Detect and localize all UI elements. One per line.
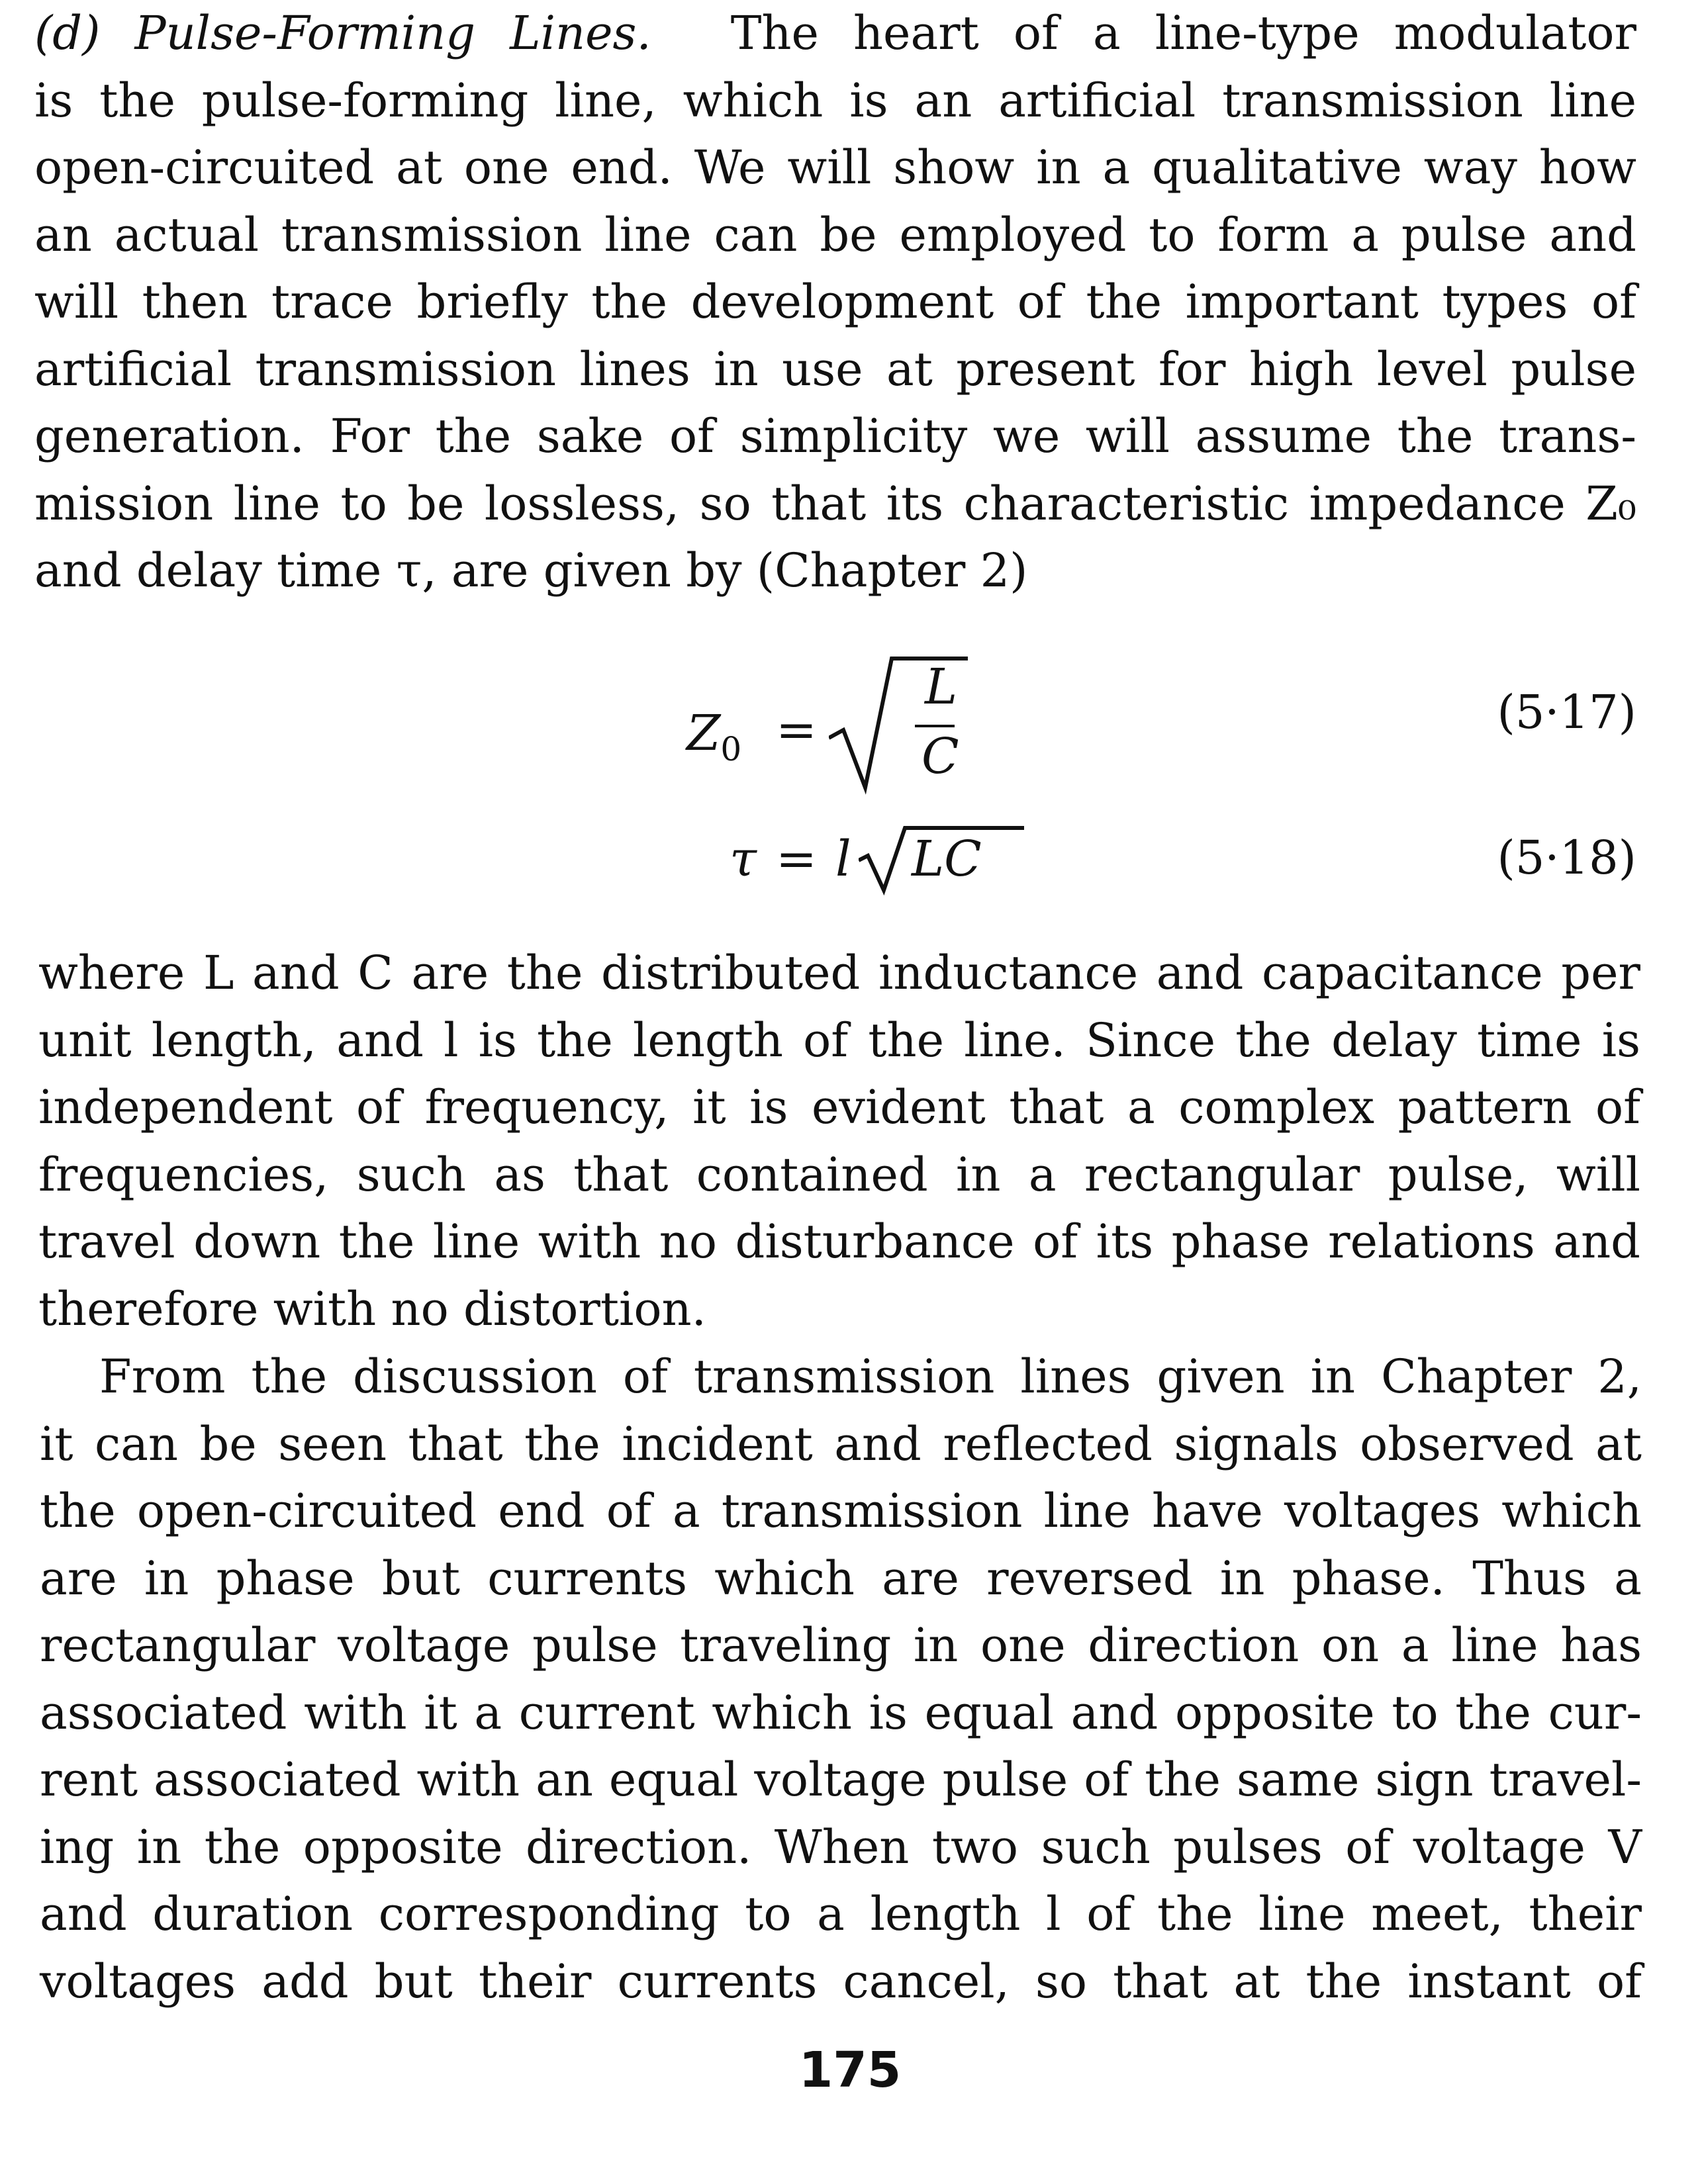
equals-sign: =	[776, 831, 818, 887]
text-line: frequencies, such as that contained in a rectangular pulse, will	[38, 1147, 1640, 1202]
fraction-numerator: L	[925, 659, 958, 715]
text-line: independent of frequency, it is evident that a complex pattern of	[38, 1080, 1640, 1134]
text-line: and duration corresponding to a length l of the line meet, their	[40, 1887, 1642, 1941]
text-line: From the discussion of transmission lines given in Chapter 2,	[99, 1349, 1642, 1404]
length-variable: l	[835, 831, 851, 887]
text-line: ing in the opposite direction. When two such pulses of voltage V	[40, 1819, 1642, 1874]
text-line: are in phase but currents which are reversed in phase. Thus a	[40, 1551, 1642, 1606]
text-line: is the pulse-forming line, which is an artificial transmission line	[34, 73, 1636, 128]
equation-lhs: τ	[730, 831, 757, 887]
text-line: travel down the line with no disturbance of its phase relations and	[38, 1214, 1640, 1269]
page-number: 175	[798, 2042, 902, 2099]
text-line: voltages add but their currents cancel, so that at the instant of	[40, 1954, 1642, 2009]
fraction-denominator: C	[921, 728, 959, 785]
text-line: artificial transmission lines in use at present for high level pulse	[34, 341, 1636, 396]
text-line: associated with it a current which is equal and opposite to the cur-	[40, 1685, 1642, 1740]
text-line: mission line to be lossless, so that its characteristic impedance Z₀	[34, 476, 1636, 531]
equation-number: (5·17)	[1497, 685, 1636, 739]
paragraph-intro	[34, 0, 1636, 605]
text-line: it can be seen that the incident and reflected signals observed at	[40, 1416, 1642, 1471]
section-heading: (d) Pulse-Forming Lines.	[34, 6, 651, 60]
equation-number: (5·18)	[1497, 831, 1636, 885]
paragraph-where	[38, 940, 1640, 1343]
equals-sign: =	[776, 702, 818, 758]
text-line: the open-circuited end of a transmission line have voltages which	[40, 1484, 1642, 1538]
equation-lhs: $Z_0$	[686, 705, 742, 768]
text-line: (d) Pulse-Forming Lines. The heart of a line-type modulator	[34, 6, 1636, 60]
equation-5-17	[34, 652, 1636, 785]
text-line: rectangular voltage pulse traveling in one direction on a line has	[40, 1618, 1642, 1672]
text-line: therefore with no distortion.	[38, 1281, 706, 1336]
text-line: where L and C are the distributed inductance and capacitance per	[38, 946, 1640, 1000]
radicand: LC	[912, 831, 982, 887]
equation-5-18	[34, 831, 1636, 930]
text-line: rent associated with an equal voltage pulse of the same sign travel-	[40, 1752, 1642, 1807]
paragraph-discussion	[40, 1343, 1642, 2015]
text-line: generation. For the sake of simplicity we will assume the trans-	[34, 409, 1636, 463]
text-line: and delay time τ, are given by (Chapter 2)	[34, 543, 1028, 598]
text-line: will then trace briefly the development of the important types of	[34, 275, 1636, 329]
text-line: open-circuited at one end. We will show in a qualitative way how	[34, 140, 1636, 195]
text-line: unit length, and l is the length of the line. Since the delay time is	[38, 1013, 1640, 1068]
text-line: an actual transmission line can be employed to form a pulse and	[34, 207, 1636, 262]
